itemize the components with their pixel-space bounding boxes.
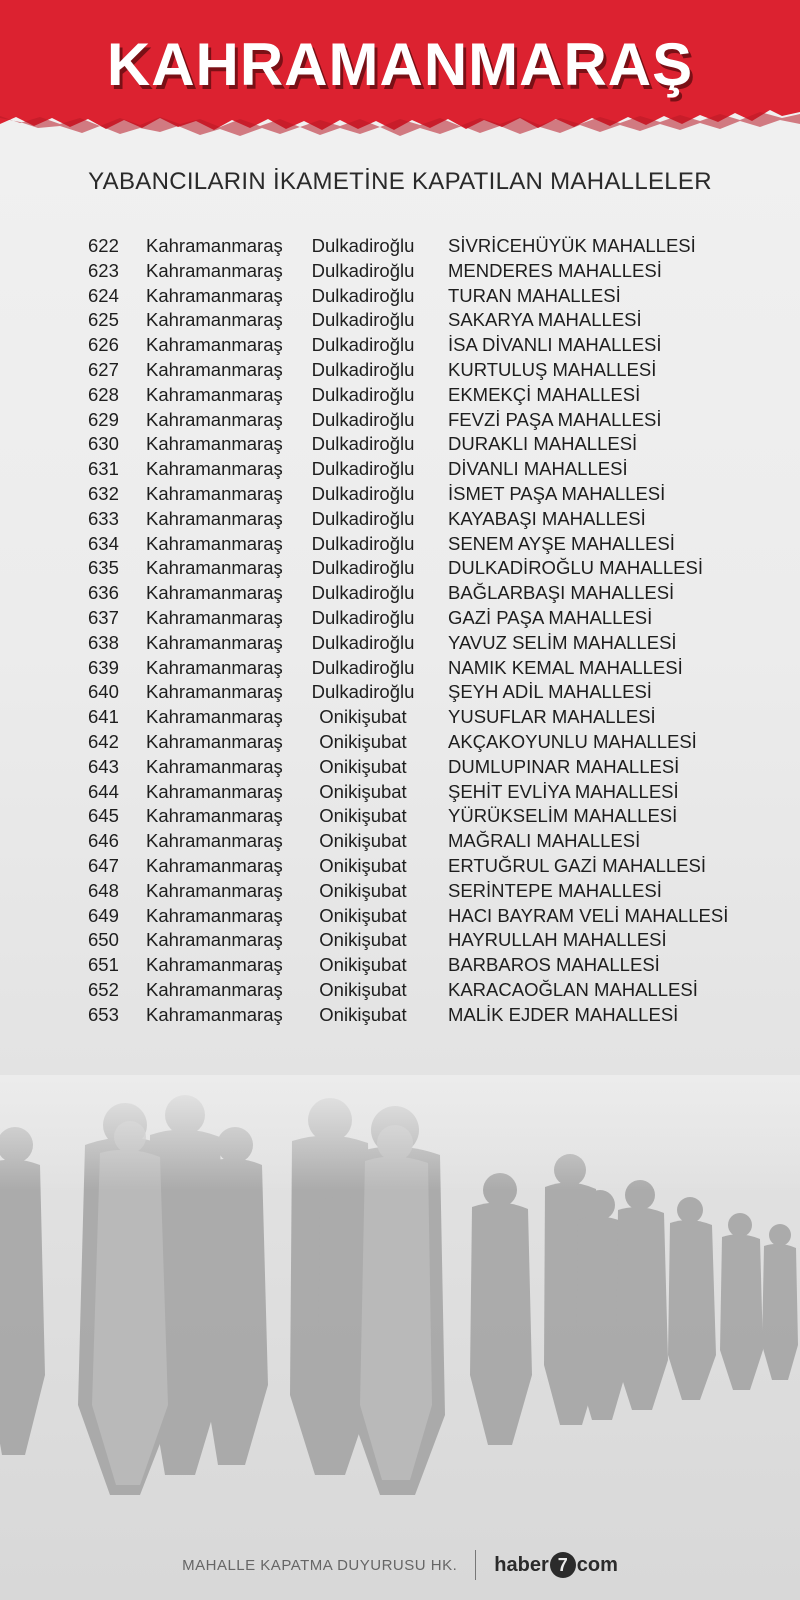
row-district: Onikişubat: [319, 879, 407, 901]
row-neighborhood: ŞEHİT EVLİYA MAHALLESİ: [448, 780, 679, 802]
row-district: Onikişubat: [319, 854, 407, 876]
row-number: 643: [88, 755, 119, 777]
row-city: Kahramanmaraş: [146, 681, 283, 703]
row-district: Dulkadiroğlu: [311, 631, 415, 653]
row-neighborhood: SERİNTEPE MAHALLESİ: [448, 879, 662, 901]
row-number: 631: [88, 458, 119, 480]
row-city: Kahramanmaraş: [146, 805, 283, 827]
row-number: 639: [88, 656, 119, 678]
row-neighborhood: FEVZİ PAŞA MAHALLESİ: [448, 408, 662, 430]
list-row: [88, 358, 748, 383]
list-row: [88, 656, 748, 681]
row-number: 635: [88, 557, 119, 579]
row-city: Kahramanmaraş: [146, 904, 283, 926]
row-neighborhood: MAĞRALI MAHALLESİ: [448, 830, 641, 852]
row-number: 637: [88, 606, 119, 628]
row-neighborhood: İSA DİVANLI MAHALLESİ: [448, 334, 662, 356]
row-neighborhood: ERTUĞRUL GAZİ MAHALLESİ: [448, 854, 707, 876]
row-city: Kahramanmaraş: [146, 358, 283, 380]
list-row: [88, 854, 748, 879]
footer-divider: [475, 1550, 476, 1580]
row-number: 645: [88, 805, 119, 827]
row-city: Kahramanmaraş: [146, 235, 283, 256]
list-row: [88, 780, 748, 805]
row-city: Kahramanmaraş: [146, 755, 283, 777]
row-number: 641: [88, 706, 119, 728]
row-number: 653: [88, 1003, 119, 1025]
row-neighborhood: NAMIK KEMAL MAHALLESİ: [448, 656, 683, 678]
row-neighborhood: SİVRİCEHÜYÜK MAHALLESİ: [448, 235, 696, 256]
row-city: Kahramanmaraş: [146, 854, 283, 876]
row-city: Kahramanmaraş: [146, 557, 283, 579]
row-neighborhood: DULKADİROĞLU MAHALLESİ: [448, 557, 703, 579]
row-neighborhood: TURAN MAHALLESİ: [448, 284, 621, 306]
list-row: [88, 408, 748, 433]
row-district: Onikişubat: [319, 730, 407, 752]
list-row: [88, 1003, 748, 1028]
row-district: Onikişubat: [319, 706, 407, 728]
row-city: Kahramanmaraş: [146, 458, 283, 480]
footer: [0, 1540, 800, 1590]
row-district: Dulkadiroğlu: [311, 408, 415, 430]
list-row: [88, 755, 748, 780]
row-district: Onikişubat: [319, 954, 407, 976]
page-title: KAHRAMANMARAŞ: [106, 31, 694, 98]
row-number: 627: [88, 358, 119, 380]
row-district: Dulkadiroğlu: [311, 235, 415, 256]
row-city: Kahramanmaraş: [146, 631, 283, 653]
logo-text-com: com: [576, 1553, 618, 1576]
row-neighborhood: AKÇAKOYUNLU MAHALLESİ: [448, 730, 697, 752]
row-neighborhood: MENDERES MAHALLESİ: [448, 259, 662, 281]
row-neighborhood: İSMET PAŞA MAHALLESİ: [448, 482, 666, 504]
row-district: Dulkadiroğlu: [311, 383, 415, 405]
row-district: Dulkadiroğlu: [311, 582, 415, 604]
row-neighborhood: KURTULUŞ MAHALLESİ: [448, 358, 657, 380]
row-city: Kahramanmaraş: [146, 408, 283, 430]
list-row: [88, 953, 748, 978]
row-neighborhood: GAZİ PAŞA MAHALLESİ: [448, 606, 653, 628]
row-number: 647: [88, 854, 119, 876]
row-neighborhood: HAYRULLAH MAHALLESİ: [448, 929, 667, 951]
list-row: [88, 904, 748, 929]
row-city: Kahramanmaraş: [146, 383, 283, 405]
list-row: [88, 308, 748, 333]
list-row: [88, 804, 748, 829]
row-city: Kahramanmaraş: [146, 433, 283, 455]
row-city: Kahramanmaraş: [146, 1003, 283, 1025]
row-city: Kahramanmaraş: [146, 879, 283, 901]
row-neighborhood: SAKARYA MAHALLESİ: [448, 309, 642, 331]
row-district: Onikişubat: [319, 780, 407, 802]
row-city: Kahramanmaraş: [146, 780, 283, 802]
list-row: [88, 705, 748, 730]
row-neighborhood: ŞEYH ADİL MAHALLESİ: [448, 681, 652, 703]
row-district: Dulkadiroğlu: [311, 334, 415, 356]
row-neighborhood: KARACAOĞLAN MAHALLESİ: [448, 978, 698, 1000]
row-number: 626: [88, 334, 119, 356]
row-number: 649: [88, 904, 119, 926]
row-city: Kahramanmaraş: [146, 978, 283, 1000]
row-district: Dulkadiroğlu: [311, 433, 415, 455]
row-number: 630: [88, 433, 119, 455]
row-district: Dulkadiroğlu: [311, 656, 415, 678]
row-city: Kahramanmaraş: [146, 929, 283, 951]
row-neighborhood: BAĞLARBAŞI MAHALLESİ: [448, 582, 675, 604]
list-row: [88, 457, 748, 482]
list-row: [88, 432, 748, 457]
logo-seven-badge: 7: [550, 1552, 576, 1578]
row-number: 636: [88, 582, 119, 604]
row-district: Onikişubat: [319, 830, 407, 852]
row-district: Onikişubat: [319, 1003, 407, 1025]
list-row: [88, 631, 748, 656]
list-row: [88, 556, 748, 581]
row-number: 625: [88, 309, 119, 331]
row-district: Onikişubat: [319, 904, 407, 926]
row-city: Kahramanmaraş: [146, 334, 283, 356]
logo-text-haber: haber: [494, 1553, 549, 1576]
row-district: Onikişubat: [319, 978, 407, 1000]
row-neighborhood: BARBAROS MAHALLESİ: [448, 954, 660, 976]
row-number: 622: [88, 235, 119, 256]
row-neighborhood: YAVUZ SELİM MAHALLESİ: [448, 631, 677, 653]
row-city: Kahramanmaraş: [146, 532, 283, 554]
row-number: 646: [88, 830, 119, 852]
neighborhood-list: [88, 234, 748, 1028]
list-row: [88, 333, 748, 358]
row-number: 634: [88, 532, 119, 554]
title-banner: [0, 0, 800, 150]
list-row: [88, 507, 748, 532]
list-row: [88, 879, 748, 904]
list-row: [88, 284, 748, 309]
haber7-logo: [494, 1552, 618, 1578]
list-row: [88, 829, 748, 854]
row-district: Dulkadiroğlu: [311, 606, 415, 628]
row-number: 642: [88, 730, 119, 752]
row-district: Dulkadiroğlu: [311, 284, 415, 306]
row-district: Dulkadiroğlu: [311, 482, 415, 504]
row-neighborhood: HACI BAYRAM VELİ MAHALLESİ: [448, 904, 729, 926]
row-number: 628: [88, 383, 119, 405]
list-row: [88, 532, 748, 557]
row-city: Kahramanmaraş: [146, 259, 283, 281]
row-number: 650: [88, 929, 119, 951]
row-neighborhood: YUSUFLAR MAHALLESİ: [448, 706, 656, 728]
row-number: 633: [88, 507, 119, 529]
list-row: [88, 680, 748, 705]
row-district: Dulkadiroğlu: [311, 507, 415, 529]
page-subtitle: YABANCILARIN İKAMETİNE KAPATILAN MAHALLELER: [88, 168, 712, 195]
row-neighborhood: YÜRÜKSELİM MAHALLESİ: [448, 805, 678, 827]
list-row: [88, 259, 748, 284]
row-city: Kahramanmaraş: [146, 507, 283, 529]
row-number: 640: [88, 681, 119, 703]
row-city: Kahramanmaraş: [146, 706, 283, 728]
list-row: [88, 978, 748, 1003]
list-row: [88, 606, 748, 631]
row-neighborhood: DUMLUPINAR MAHALLESİ: [448, 755, 680, 777]
row-number: 623: [88, 259, 119, 281]
row-district: Onikişubat: [319, 755, 407, 777]
row-city: Kahramanmaraş: [146, 954, 283, 976]
row-number: 632: [88, 482, 119, 504]
row-number: 651: [88, 954, 119, 976]
list-row: [88, 928, 748, 953]
row-district: Dulkadiroğlu: [311, 557, 415, 579]
row-district: Dulkadiroğlu: [311, 532, 415, 554]
row-city: Kahramanmaraş: [146, 284, 283, 306]
row-district: Onikişubat: [319, 805, 407, 827]
row-number: 652: [88, 978, 119, 1000]
row-city: Kahramanmaraş: [146, 309, 283, 331]
row-city: Kahramanmaraş: [146, 582, 283, 604]
row-city: Kahramanmaraş: [146, 656, 283, 678]
row-city: Kahramanmaraş: [146, 830, 283, 852]
row-district: Onikişubat: [319, 929, 407, 951]
row-neighborhood: DURAKLI MAHALLESİ: [448, 433, 638, 455]
row-number: 648: [88, 879, 119, 901]
row-district: Dulkadiroğlu: [311, 259, 415, 281]
row-neighborhood: MALİK EJDER MAHALLESİ: [448, 1003, 679, 1025]
row-number: 629: [88, 408, 119, 430]
row-district: Dulkadiroğlu: [311, 458, 415, 480]
list-row: [88, 482, 748, 507]
row-neighborhood: DİVANLI MAHALLESİ: [448, 458, 628, 480]
row-district: Dulkadiroğlu: [311, 309, 415, 331]
footer-note: MAHALLE KAPATMA DUYURUSU HK.: [182, 1556, 458, 1574]
row-number: 644: [88, 780, 119, 802]
list-row: [88, 581, 748, 606]
row-number: 624: [88, 284, 119, 306]
row-city: Kahramanmaraş: [146, 482, 283, 504]
row-number: 638: [88, 631, 119, 653]
row-district: Dulkadiroğlu: [311, 358, 415, 380]
list-row: [88, 383, 748, 408]
crowd-background-image: [0, 1075, 800, 1535]
row-city: Kahramanmaraş: [146, 730, 283, 752]
list-row: [88, 730, 748, 755]
row-district: Dulkadiroğlu: [311, 681, 415, 703]
row-neighborhood: EKMEKÇİ MAHALLESİ: [448, 383, 641, 405]
list-row: [88, 234, 748, 259]
row-neighborhood: SENEM AYŞE MAHALLESİ: [448, 532, 675, 554]
row-neighborhood: KAYABAŞI MAHALLESİ: [448, 507, 646, 529]
row-city: Kahramanmaraş: [146, 606, 283, 628]
